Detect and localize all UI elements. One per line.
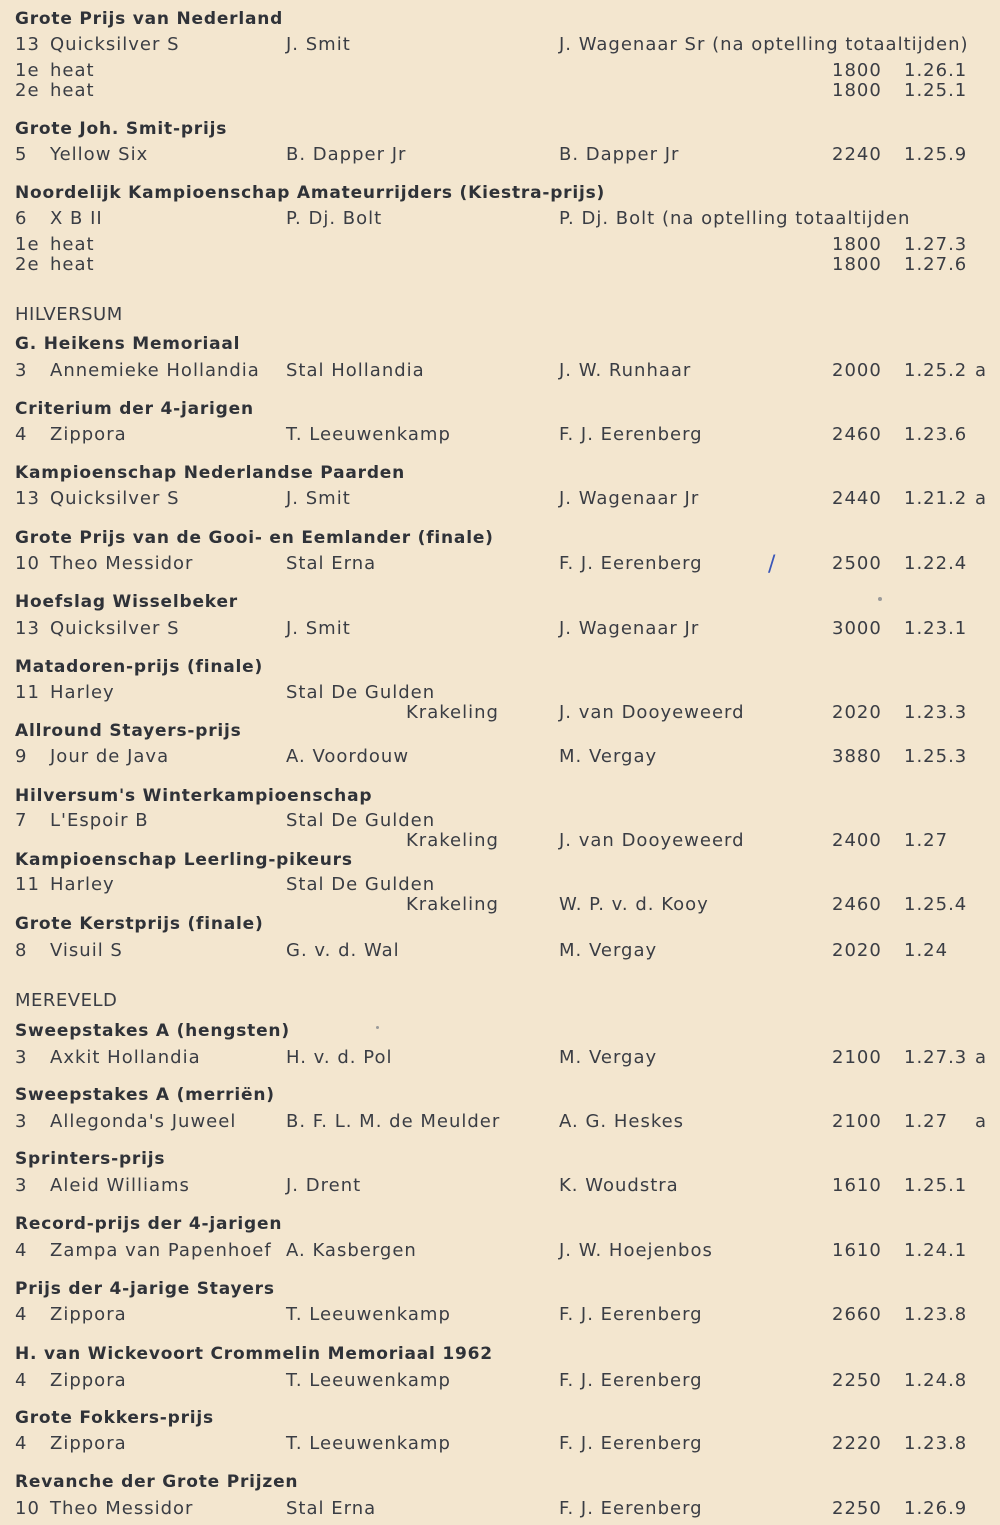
row-number: 3 — [15, 1175, 28, 1196]
distance: 1610 — [832, 1175, 882, 1196]
race-title: Sweepstakes A (hengsten) — [15, 1021, 290, 1041]
race-title: Grote Prijs van Nederland — [15, 9, 284, 29]
owner-name-continued: Krakeling — [406, 830, 499, 851]
race-time: 1.27 — [904, 830, 949, 851]
row-number: 2e — [15, 80, 40, 101]
horse-name: Yellow Six — [50, 144, 149, 165]
row-number: 7 — [15, 810, 28, 831]
race-time: 1.24.1 — [904, 1240, 968, 1261]
horse-name: Aleid Williams — [50, 1175, 190, 1196]
driver-name: J. W. Runhaar — [559, 360, 692, 381]
owner-name: A. Kasbergen — [286, 1240, 417, 1261]
race-time: 1.27.3 — [904, 1047, 968, 1068]
race-time: 1.25.9 — [904, 144, 968, 165]
horse-name: Quicksilver S — [50, 488, 180, 509]
owner-name: Stal Hollandia — [286, 360, 425, 381]
horse-name: Zampa van Papenhoef — [50, 1240, 272, 1261]
race-title: Grote Fokkers-prijs — [15, 1408, 214, 1428]
race-time: 1.27.6 — [904, 254, 968, 275]
driver-name: M. Vergay — [559, 746, 658, 767]
race-time: 1.23.8 — [904, 1304, 968, 1325]
driver-name: J. Wagenaar Jr — [559, 488, 700, 509]
race-title: Grote Prijs van de Gooi- en Eemlander (finale) — [15, 528, 494, 548]
race-title: Kampioenschap Nederlandse Paarden — [15, 463, 406, 483]
row-number: 3 — [15, 1111, 28, 1132]
owner-name: B. F. L. M. de Meulder — [286, 1111, 501, 1132]
race-time: 1.26.9 — [904, 1498, 968, 1519]
driver-name: F. J. Eerenberg — [559, 553, 703, 574]
driver-name: F. J. Eerenberg — [559, 1370, 703, 1391]
driver-name: J. W. Hoejenbos — [559, 1240, 713, 1261]
driver-name: J. van Dooyeweerd — [559, 830, 745, 851]
row-number: 4 — [15, 1240, 28, 1261]
distance: 1800 — [832, 234, 882, 255]
record-flag: a — [975, 360, 988, 381]
driver-name: F. J. Eerenberg — [559, 424, 703, 445]
owner-name: Stal De Gulden — [286, 810, 436, 831]
ink-speck — [878, 597, 882, 601]
race-title: Prijs der 4-jarige Stayers — [15, 1279, 275, 1299]
distance: 2440 — [832, 488, 882, 509]
owner-name-continued: Krakeling — [406, 894, 499, 915]
row-number: 3 — [15, 360, 28, 381]
race-time: 1.25.2 — [904, 360, 968, 381]
row-number: 9 — [15, 746, 28, 767]
distance: 2000 — [832, 360, 882, 381]
horse-name: Jour de Java — [50, 746, 170, 767]
row-number: 13 — [15, 618, 40, 639]
driver-name: J. Wagenaar Jr — [559, 618, 700, 639]
owner-name: Stal Erna — [286, 553, 377, 574]
owner-name: Stal De Gulden — [286, 682, 436, 703]
driver-name: J. van Dooyeweerd — [559, 702, 745, 723]
driver-name: J. Wagenaar Sr (na optelling totaaltijden) — [559, 34, 969, 55]
race-title: Kampioenschap Leerling-pikeurs — [15, 850, 353, 870]
race-time: 1.25.1 — [904, 1175, 968, 1196]
driver-name: M. Vergay — [559, 1047, 658, 1068]
distance: 2500 — [832, 553, 882, 574]
owner-name: J. Smit — [286, 34, 351, 55]
driver-name: A. G. Heskes — [559, 1111, 685, 1132]
driver-name: P. Dj. Bolt (na optelling totaaltijden — [559, 208, 911, 229]
owner-name: B. Dapper Jr — [286, 144, 407, 165]
section-heading: MEREVELD — [15, 990, 118, 1011]
race-title: Revanche der Grote Prijzen — [15, 1472, 299, 1492]
race-time: 1.21.2 — [904, 488, 968, 509]
row-number: 11 — [15, 874, 40, 895]
race-title: Noordelijk Kampioenschap Amateurrijders (Kiestra-prijs) — [15, 183, 606, 203]
horse-name: heat — [50, 60, 95, 81]
owner-name: A. Voordouw — [286, 746, 410, 767]
row-number: 1e — [15, 234, 40, 255]
horse-name: Zippora — [50, 1304, 127, 1325]
horse-name: heat — [50, 80, 95, 101]
row-number: 13 — [15, 34, 40, 55]
horse-name: X B II — [50, 208, 103, 229]
distance: 1800 — [832, 254, 882, 275]
driver-name: F. J. Eerenberg — [559, 1433, 703, 1454]
race-title: Hoefslag Wisselbeker — [15, 592, 238, 612]
race-title: Grote Kerstprijs (finale) — [15, 914, 264, 934]
horse-name: heat — [50, 234, 95, 255]
row-number: 4 — [15, 1433, 28, 1454]
distance: 2240 — [832, 144, 882, 165]
race-title: Criterium der 4-jarigen — [15, 399, 254, 419]
driver-name: F. J. Eerenberg — [559, 1304, 703, 1325]
race-title: Record-prijs der 4-jarigen — [15, 1214, 283, 1234]
owner-name: J. Smit — [286, 488, 351, 509]
row-number: 1e — [15, 60, 40, 81]
race-title: Matadoren-prijs (finale) — [15, 657, 264, 677]
horse-name: L'Espoir B — [50, 810, 149, 831]
owner-name-continued: Krakeling — [406, 702, 499, 723]
race-time: 1.24.8 — [904, 1370, 968, 1391]
owner-name: T. Leeuwenkamp — [286, 1433, 451, 1454]
ink-speck — [376, 1026, 379, 1029]
distance: 3000 — [832, 618, 882, 639]
row-number: 8 — [15, 940, 28, 961]
owner-name: Stal Erna — [286, 1498, 377, 1519]
record-flag: a — [975, 1047, 988, 1068]
row-number: 11 — [15, 682, 40, 703]
race-time: 1.27 — [904, 1111, 949, 1132]
row-number: 10 — [15, 1498, 40, 1519]
row-number: 13 — [15, 488, 40, 509]
distance: 1610 — [832, 1240, 882, 1261]
race-title: Allround Stayers-prijs — [15, 721, 242, 741]
distance: 2460 — [832, 424, 882, 445]
driver-name: M. Vergay — [559, 940, 658, 961]
distance: 3880 — [832, 746, 882, 767]
race-time: 1.26.1 — [904, 60, 968, 81]
horse-name: Zippora — [50, 1433, 127, 1454]
horse-name: Quicksilver S — [50, 618, 180, 639]
race-time: 1.23.1 — [904, 618, 968, 639]
horse-name: heat — [50, 254, 95, 275]
section-heading: HILVERSUM — [15, 304, 123, 325]
owner-name: J. Drent — [286, 1175, 362, 1196]
owner-name: G. v. d. Wal — [286, 940, 400, 961]
horse-name: Visuil S — [50, 940, 123, 961]
horse-name: Harley — [50, 874, 115, 895]
owner-name: Stal De Gulden — [286, 874, 436, 895]
row-number: 4 — [15, 1370, 28, 1391]
owner-name: T. Leeuwenkamp — [286, 1370, 451, 1391]
row-number: 4 — [15, 1304, 28, 1325]
race-title: Sprinters-prijs — [15, 1149, 166, 1169]
distance: 2100 — [832, 1111, 882, 1132]
distance: 1800 — [832, 60, 882, 81]
horse-name: Theo Messidor — [50, 553, 194, 574]
horse-name: Zippora — [50, 1370, 127, 1391]
race-time: 1.25.3 — [904, 746, 968, 767]
distance: 2460 — [832, 894, 882, 915]
distance: 2400 — [832, 830, 882, 851]
distance: 2020 — [832, 940, 882, 961]
driver-name: K. Woudstra — [559, 1175, 679, 1196]
horse-name: Quicksilver S — [50, 34, 180, 55]
distance: 1800 — [832, 80, 882, 101]
row-number: 10 — [15, 553, 40, 574]
horse-name: Harley — [50, 682, 115, 703]
driver-name: W. P. v. d. Kooy — [559, 894, 709, 915]
row-number: 5 — [15, 144, 28, 165]
owner-name: T. Leeuwenkamp — [286, 424, 451, 445]
horse-name: Theo Messidor — [50, 1498, 194, 1519]
race-time: 1.23.3 — [904, 702, 968, 723]
distance: 2250 — [832, 1498, 882, 1519]
distance: 2020 — [832, 702, 882, 723]
owner-name: P. Dj. Bolt — [286, 208, 383, 229]
race-time: 1.22.4 — [904, 553, 968, 574]
row-number: 6 — [15, 208, 28, 229]
race-time: 1.25.1 — [904, 80, 968, 101]
race-time: 1.27.3 — [904, 234, 968, 255]
row-number: 4 — [15, 424, 28, 445]
race-title: H. van Wickevoort Crommelin Memoriaal 1962 — [15, 1344, 493, 1364]
race-title: G. Heikens Memoriaal — [15, 334, 241, 354]
race-time: 1.23.6 — [904, 424, 968, 445]
driver-name: F. J. Eerenberg — [559, 1498, 703, 1519]
distance: 2220 — [832, 1433, 882, 1454]
race-title: Hilversum's Winterkampioenschap — [15, 786, 373, 806]
distance: 2100 — [832, 1047, 882, 1068]
race-time: 1.23.8 — [904, 1433, 968, 1454]
record-flag: a — [975, 1111, 988, 1132]
horse-name: Allegonda's Juweel — [50, 1111, 237, 1132]
race-time: 1.24 — [904, 940, 949, 961]
distance: 2660 — [832, 1304, 882, 1325]
row-number: 3 — [15, 1047, 28, 1068]
race-title: Sweepstakes A (merriën) — [15, 1085, 275, 1105]
distance: 2250 — [832, 1370, 882, 1391]
row-number: 2e — [15, 254, 40, 275]
driver-name: B. Dapper Jr — [559, 144, 680, 165]
owner-name: J. Smit — [286, 618, 351, 639]
record-flag: a — [975, 488, 988, 509]
horse-name: Axkit Hollandia — [50, 1047, 201, 1068]
race-title: Grote Joh. Smit-prijs — [15, 119, 228, 139]
owner-name: H. v. d. Pol — [286, 1047, 393, 1068]
race-time: 1.25.4 — [904, 894, 968, 915]
horse-name: Annemieke Hollandia — [50, 360, 260, 381]
horse-name: Zippora — [50, 424, 127, 445]
owner-name: T. Leeuwenkamp — [286, 1304, 451, 1325]
pen-checkmark: / — [768, 552, 776, 577]
